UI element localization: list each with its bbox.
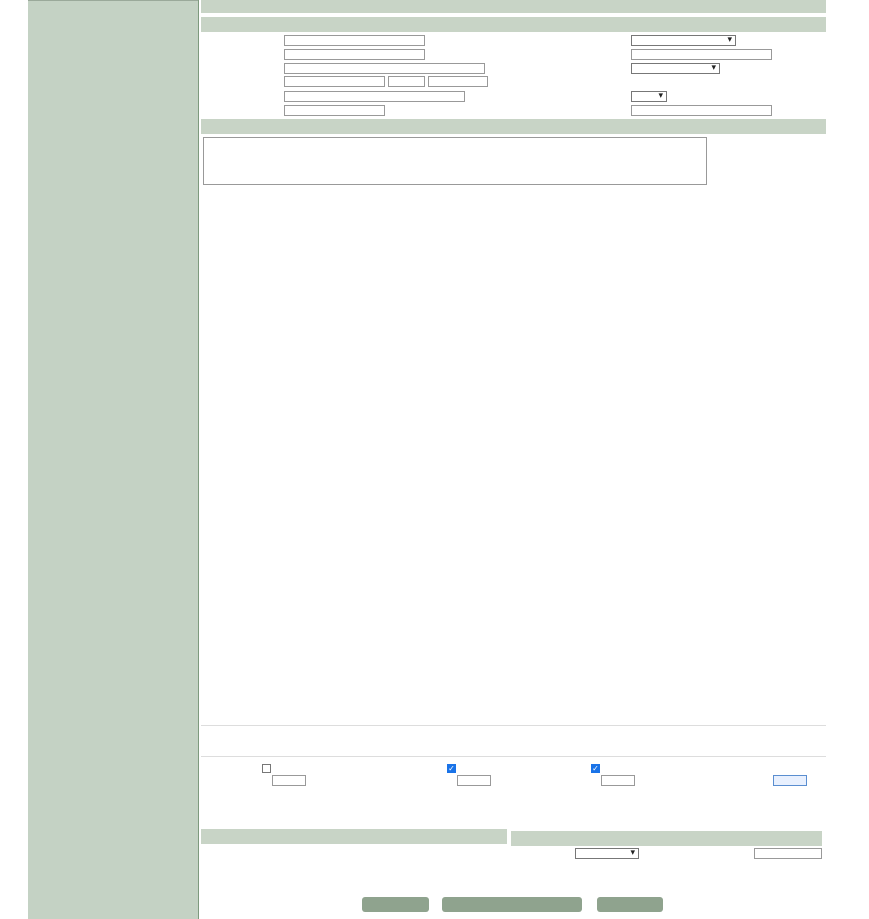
terms-select[interactable] — [631, 63, 720, 74]
scope-header — [201, 119, 826, 134]
safety-cost-field[interactable] — [457, 775, 491, 786]
contingency-checkbox[interactable]: ✓ — [592, 764, 599, 773]
contract-type-field[interactable] — [284, 105, 385, 116]
back-button[interactable] — [597, 897, 663, 912]
page-title — [201, 0, 826, 13]
accounting-email-field[interactable] — [284, 91, 465, 102]
customer-name-field[interactable] — [284, 35, 425, 46]
tips-checkbox[interactable]: ✓ — [448, 764, 455, 773]
save-button[interactable] — [362, 897, 429, 912]
bond-cost-field[interactable] — [601, 775, 635, 786]
taxable-select[interactable] — [631, 91, 667, 102]
account-contact-field[interactable] — [284, 49, 425, 60]
main-content — [201, 0, 826, 919]
gm-input-field[interactable] — [754, 848, 822, 859]
cost-breakout-header — [201, 829, 507, 844]
zip-field[interactable] — [428, 76, 488, 87]
scope-textarea[interactable] — [203, 137, 707, 185]
freight-cost-field[interactable] — [272, 775, 306, 786]
send-to-internal-approval-button[interactable] — [442, 897, 582, 912]
city-field[interactable] — [284, 76, 385, 87]
gm-input-select[interactable] — [575, 848, 639, 859]
project-name-field[interactable] — [631, 105, 772, 116]
address-line-field[interactable] — [284, 63, 485, 74]
sales-submenu — [28, 0, 198, 1]
sales-rep-select[interactable] — [631, 35, 736, 46]
market-type-field[interactable] — [631, 49, 772, 60]
bid-info-header — [201, 17, 826, 32]
state-field[interactable] — [388, 76, 425, 87]
gm-header — [511, 831, 822, 846]
general-liability-field[interactable] — [773, 775, 807, 786]
sidebar — [28, 0, 199, 919]
warranty-checkbox[interactable] — [262, 764, 271, 773]
